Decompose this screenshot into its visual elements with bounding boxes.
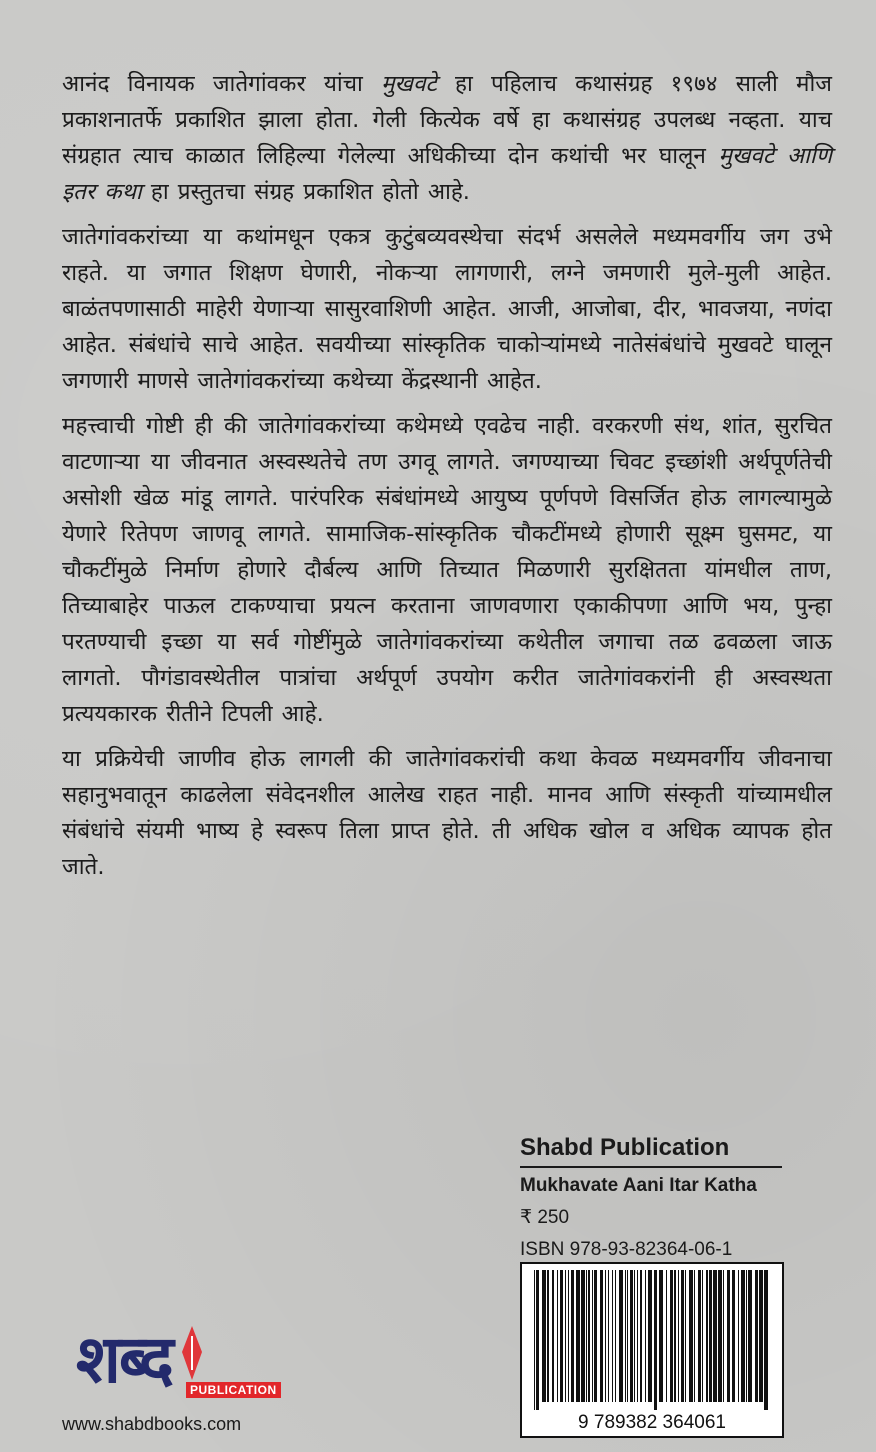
barcode-bar [648,1270,652,1402]
barcode-bar [709,1270,712,1402]
logo-wordmark: शब्द [76,1320,172,1398]
barcode-bar [571,1270,574,1402]
barcode-digits: 9 789382 364061 [578,1412,726,1433]
publisher-name: Shabd Publication [520,1132,782,1168]
barcode-bar [659,1270,663,1402]
book-title-mukhavate: मुखवटे [381,71,437,97]
barcode-bar [594,1270,597,1402]
barcode-bar [706,1270,708,1402]
barcode-bar [634,1270,635,1402]
barcode-bar [741,1270,745,1402]
barcode-bar [560,1270,563,1402]
barcode-bar [576,1270,580,1402]
barcode-bar [552,1270,554,1402]
barcode-bar [557,1270,558,1402]
logo-publication-tag: PUBLICATION [186,1382,281,1398]
barcode-bar [718,1270,722,1402]
barcode-bar [670,1270,673,1402]
blurb-paragraph-1 [62,66,832,210]
barcode-bar [738,1270,739,1402]
blurb-text [62,66,832,894]
blurb-paragraph-1-part-b: हा पहिलाच कथासंग्रह १९७४ साली मौज प्रकाशनातर्फे प्रकाशित झाला होता. गेली कित्येक वर्षे हा कथासंग्रह उपलब्ध नव्हता. याच संग्रहात त्याच काळात लिहिल्या गेलेल्या अधिकीच्या दोन कथांची भर घालून [62,71,833,169]
barcode-bar [592,1270,593,1402]
barcode-bar [732,1270,735,1402]
barcode-bar [630,1270,633,1402]
barcode-bar [588,1270,590,1402]
barcode-bar [640,1270,642,1402]
barcode-bar [600,1270,603,1402]
barcode-bar [713,1270,717,1402]
barcode-bar [627,1270,628,1402]
barcode-bar [681,1270,684,1402]
barcode-graphic [522,1264,782,1436]
barcode-bar [746,1270,747,1402]
barcode-bar [723,1270,724,1402]
barcode-bar [547,1270,549,1402]
barcode-bar [625,1270,626,1402]
barcode-bar [694,1270,695,1402]
blurb-paragraph-1-part-c: हा प्रस्तुतचा संग्रह प्रकाशित होतो आहे. [141,179,470,205]
barcode-bar [759,1270,763,1402]
barcode-bar [619,1270,623,1402]
book-title-full: मुखवटे आणि इतर कथा [62,143,832,205]
barcode-bar [685,1270,686,1402]
barcode-bar [727,1270,730,1402]
blurb-paragraph-4: या प्रक्रियेची जाणीव होऊ लागली की जातेगांवकरांची कथा केवळ मध्यमवर्गीय जीवनाचा सहानुभवातून काढलेला संवेदनशील आलेख राहत नाही. मानव आणि संस्कृती यांच्यामधील संबंधांचे संयमी भाष्य हे स्वरूप तिला प्राप्त होते. ती अधिक खोल व अधिक व्यापक होत जाते. [62,746,832,880]
barcode-bar [698,1270,701,1402]
blurb-paragraph-3: महत्त्वाची गोष्टी ही की जातेगांवकरांच्या कथेमध्ये एवढेच नाही. वरकरणी संथ, शांत, सुरचित वाटणाऱ्या या जीवनात अस्वस्थतेचे तण उगवू लागते. जगण्याच्या चिवट इच्छांशी अर्थपूर्णतेची असोशी खेळ मांडू लागते. पारंपरिक संबंधांमध्ये आयुष्य पूर्णपणे विसर्जित होऊ लागल्यामुळे येणारे रितेपण जाणवू लागते. सामाजिक-सांस्कृतिक चौकटींमध्ये होणारी सूक्ष्म घुसमट, या चौकटींमुळे निर्माण होणारे दौर्बल्य आणि तिच्यात मिळणारी सुरक्षितता यांमधील ताण, तिच्याबाहेर पाऊल टाकण्याचा प्रयत्न करताना जाणवणारा एकाकीपणा आणि भय, पुन्हा परतण्याची इच्छा या सर्व गोष्टींमुळे जातेगांवकरांच्या कथेतील जगाचा तळ ढवळला जाऊ लागतो. पौगंडावस्थेतील पात्रांचा अर्थपूर्ण उपयोग करीत जातेगांवकरांनी ही अस्वस्थता प्रत्ययकारक रीतीने टिपली आहे. [62,413,832,727]
pen-nib-icon [172,1324,212,1384]
blurb-paragraph-2: जातेगांवकरांच्या या कथांमधून एकत्र कुटुंबव्यवस्थेचा संदर्भ असलेले मध्यमवर्गीय जग उभे राहते. या जगात शिक्षण घेणारी, नोकऱ्या लागणारी, लग्ने जमणारी मुले-मुली आहेत. बाळंतपणासाठी माहेरी येणाऱ्या सासुरवाशिणी आहेत. आजी, आजोबा, दीर, भावजया, नणंदा आहेत. संबंधांचे साचे आहेत. सवयीच्या सांस्कृतिक चाकोऱ्यांमध्ये नातेसंबंधांचे मुखवटे घालून जगणारी माणसे जातेगांवकरांच्या कथेच्या केंद्रस्थानी आहेत. [62,224,832,394]
barcode-bar [637,1270,638,1402]
barcode-bar [542,1270,546,1402]
barcode [520,1262,784,1438]
barcode-bar [568,1270,569,1402]
barcode-bar [689,1270,693,1402]
barcode-bar [748,1270,752,1402]
book-title-english: Mukhavate Aani Itar Katha [520,1175,757,1196]
barcode-bar [581,1270,585,1402]
blurb-paragraph-1-part-a: आनंद विनायक जातेगांवकर यांचा [62,71,382,97]
barcode-bar [536,1270,539,1410]
barcode-bar [615,1270,616,1402]
barcode-bar [608,1270,609,1402]
publication-info [520,1132,788,1264]
price: ₹ 250 [520,1207,570,1228]
barcode-bar [605,1270,606,1402]
isbn: ISBN 978-93-82364-06-1 [520,1239,733,1260]
barcode-bar [764,1270,768,1410]
barcode-bar [645,1270,646,1402]
website-url: www.shabdbooks.com [62,1414,242,1434]
barcode-bar [702,1270,703,1402]
publisher-logo [66,1320,276,1400]
barcode-bar [674,1270,676,1402]
barcode-bar [586,1270,587,1402]
barcode-bar [678,1270,679,1402]
barcode-bar [755,1270,758,1402]
barcode-bar [612,1270,613,1402]
barcode-bar [565,1270,566,1402]
barcode-bar [534,1270,535,1410]
barcode-bar [654,1270,657,1410]
barcode-bar [666,1270,667,1402]
